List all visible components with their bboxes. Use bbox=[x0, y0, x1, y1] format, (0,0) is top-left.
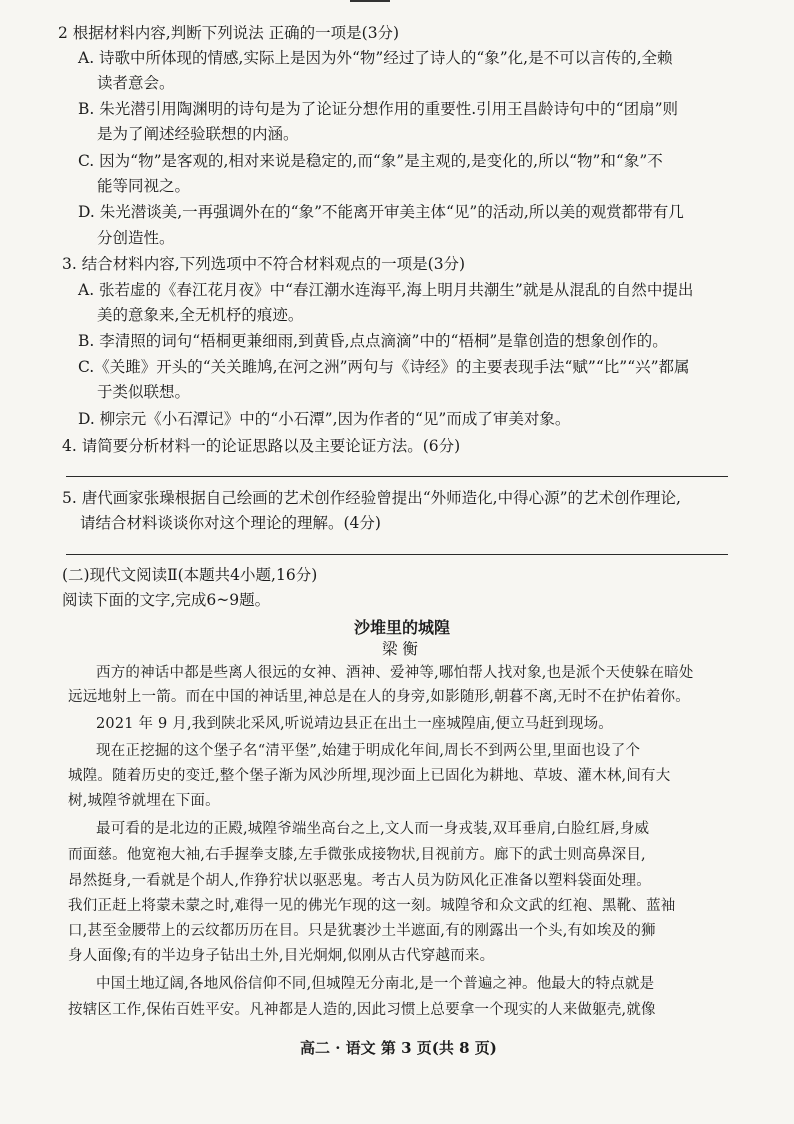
article-paragraph-5-cont: 按辖区工作,保佑百姓平安。凡神都是人造的,因此习惯上总要拿一个现实的人来做躯壳,就像 bbox=[68, 1002, 656, 1018]
q2-option-a-cont: 读者意会。 bbox=[97, 74, 175, 92]
article-paragraph-4-cont5: 身人面像;有的半边身子钻出土外,目光炯炯,似刚从古代穿越而来。 bbox=[68, 948, 495, 964]
q2-option-d: D. 朱光潜谈美,一再强调外在的“象”不能离开审美主体“见”的活动,所以美的观赏都带有几 bbox=[78, 203, 684, 221]
article-paragraph-2: 2021 年 9 月,我到陕北采风,听说靖边县正在出土一座城隍庙,便立马赶到现场。 bbox=[96, 716, 613, 732]
q2-stem: 2 根据材料内容,判断下列说法 正确的一项是(3分) bbox=[58, 24, 400, 42]
answer-line-q5 bbox=[66, 554, 728, 555]
q5-stem: 5. 唐代画家张璪根据自己绘画的艺术创作经验曾提出“外师造化,中得心源”的艺术创作理论, bbox=[62, 489, 681, 507]
q2-option-c: C. 因为“物”是客观的,相对来说是稳定的,而“象”是主观的,是变化的,所以“物”和“象”不 bbox=[78, 152, 663, 170]
section2-instruction: 阅读下面的文字,完成6~9题。 bbox=[62, 591, 271, 609]
top-mark bbox=[350, 0, 390, 2]
article-paragraph-4-cont4: 口,甚至金腰带上的云纹都历历在目。只是犹裹沙土半遮面,有的刚露出一个头,有如埃及的狮 bbox=[68, 923, 656, 939]
article-paragraph-3-cont: 城隍。随着历史的变迁,整个堡子渐为风沙所埋,现沙面上已固化为耕地、草坡、灌木林,间有大 bbox=[68, 768, 671, 784]
article-paragraph-1-cont: 远远地射上一箭。而在中国的神话里,神总是在人的身旁,如影随形,朝暮不离,无时不在护佑着你。 bbox=[68, 689, 690, 705]
q2-option-b-cont: 是为了阐述经验联想的内涵。 bbox=[97, 125, 299, 143]
article-paragraph-4-cont3: 我们正赶上将蒙未蒙之时,难得一见的佛光乍现的这一刻。城隍爷和众文武的红袍、黑靴、蓝袖 bbox=[68, 898, 676, 914]
q2-option-c-cont: 能等同视之。 bbox=[97, 177, 191, 195]
article-paragraph-5: 中国土地辽阔,各地风俗信仰不同,但城隍无分南北,是一个普遍之神。他最大的特点就是 bbox=[96, 976, 655, 992]
article-title: 沙堆里的城隍 bbox=[354, 618, 451, 637]
article-paragraph-3-cont2: 树,城隍爷就埋在下面。 bbox=[68, 793, 220, 809]
answer-line-q4 bbox=[66, 476, 728, 477]
q4-stem: 4. 请简要分析材料一的论证思路以及主要论证方法。(6分) bbox=[62, 437, 461, 455]
article-paragraph-4-cont: 而面慈。他宽袍大袖,右手握拳支膝,左手微张成接物状,目视前方。廊下的武士则高鼻深目, bbox=[68, 847, 646, 863]
q3-option-c: C.《关雎》开头的“关关雎鸠,在河之洲”两句与《诗经》的主要表现手法“赋”“比”“兴”都属 bbox=[78, 358, 690, 376]
q2-option-b: B. 朱光潜引用陶渊明的诗句是为了论证分想作用的重要性.引用王昌龄诗句中的“团扇”则 bbox=[78, 100, 679, 118]
q3-option-d: D. 柳宗元《小石潭记》中的“小石潭”,因为作者的“见”而成了审美对象。 bbox=[78, 410, 571, 428]
article-paragraph-3: 现在正挖掘的这个堡子名“清平堡”,始建于明成化年间,周长不到两公里,里面也设了个 bbox=[96, 743, 641, 759]
q3-option-b: B. 李清照的词句“梧桐更兼细雨,到黄昏,点点滴滴”中的“梧桐”是靠创造的想象创作的。 bbox=[78, 332, 668, 350]
q3-option-a: A. 张若虚的《春江花月夜》中“春江潮水连海平,海上明月共潮生”就是从混乱的自然中提出 bbox=[78, 281, 694, 299]
article-paragraph-4: 最可看的是北边的正殿,城隍爷端坐高台之上,文人而一身戎装,双耳垂肩,白脸红唇,身威 bbox=[96, 821, 650, 837]
q2-option-d-cont: 分创造性。 bbox=[97, 229, 175, 247]
q3-option-a-cont: 美的意象来,全无机杼的痕迹。 bbox=[97, 306, 304, 324]
q3-option-c-cont: 于类似联想。 bbox=[97, 383, 191, 401]
article-paragraph-1: 西方的神话中都是些离人很远的女神、酒神、爱神等,哪怕帮人找对象,也是派个天使躲在暗处 bbox=[96, 665, 694, 681]
section2-header: (二)现代文阅读Ⅱ(本题共4小题,16分) bbox=[62, 566, 318, 584]
q5-stem-cont: 请结合材料谈谈你对这个理论的理解。(4分) bbox=[80, 514, 381, 532]
page-footer: 高二 · 语文 第 3 页(共 8 页) bbox=[300, 1039, 497, 1057]
article-author: 梁 衡 bbox=[382, 640, 418, 658]
q3-stem: 3. 结合材料内容,下列选项中不符合材料观点的一项是(3分) bbox=[62, 255, 466, 273]
q2-option-a: A. 诗歌中所体现的情感,实际上是因为外“物”经过了诗人的“象”化,是不可以言传的,全赖 bbox=[78, 49, 673, 67]
article-paragraph-4-cont2: 昂然挺身,一看就是个胡人,作狰狞状以驱恶鬼。考古人员为防风化正准备以塑料袋面处理。 bbox=[68, 873, 651, 889]
